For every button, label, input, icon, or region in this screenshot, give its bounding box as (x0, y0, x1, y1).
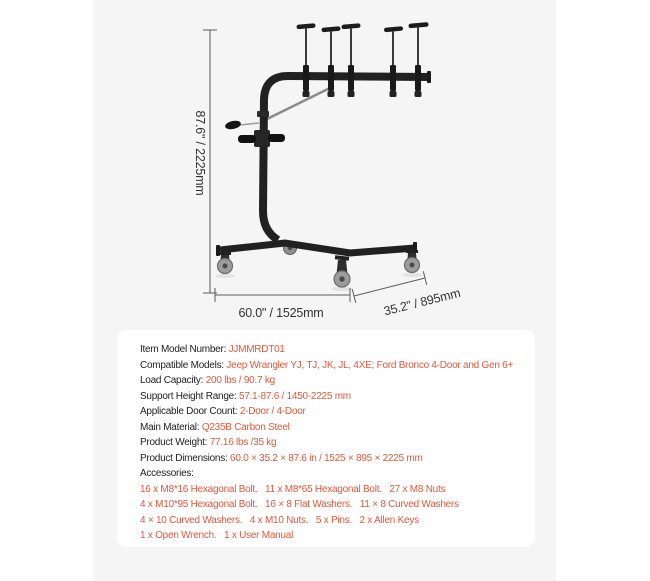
spec-label: Product Dimensions: (140, 452, 231, 464)
t-handle-clamp (341, 23, 360, 97)
accessory-line: 1 x Open Wrench. 1 x User Manual (140, 530, 294, 541)
spec-value: 2-Door / 4-Door (239, 406, 306, 417)
spec-row-support-height (140, 389, 535, 405)
arm-end-cap (427, 71, 431, 83)
caster-wheel-center (331, 255, 353, 291)
spec-row-material (140, 420, 535, 436)
spec-label: Compatible Models: (140, 359, 227, 371)
dim-height-label: 87.6" / 2225mm (193, 110, 207, 196)
spec-label: Accessories: (140, 468, 194, 479)
spec-row-weight (140, 435, 535, 451)
spec-value: 200 lbs / 90.7 kg (205, 375, 275, 386)
t-handle-clamp (296, 23, 315, 97)
accessory-line: 4 x M10*95 Hexagonal Bolt. 16 × 8 Flat Washers. 11 × 8 Curved Washers (140, 499, 459, 510)
spec-row-compatible-models (140, 358, 535, 374)
adjust-grips (238, 130, 285, 147)
spec-row-model (140, 342, 535, 358)
caster-wheel-right (402, 250, 422, 277)
t-handle-clamp (384, 26, 403, 97)
spec-card (117, 330, 535, 547)
product-info-panel (93, 0, 556, 581)
crank-handle (224, 119, 259, 130)
door-clamps (296, 22, 428, 97)
spec-value: Q235B Carbon Steel (201, 421, 290, 433)
base-beam (220, 243, 415, 253)
spec-row-dimensions (140, 451, 535, 467)
post-collar (257, 111, 269, 117)
t-handle-clamp (408, 22, 428, 97)
spec-row-door-count (140, 404, 535, 420)
dim-width-label: 60.0" / 1525mm (238, 306, 324, 320)
spec-label: Item Model Number: (140, 344, 229, 355)
spec-value: 60.0 × 35.2 × 87.6 in / 1525 × 895 × 2225 mm (230, 452, 423, 464)
accessory-line: 4 × 10 Curved Washers. 4 x M10 Nuts. 5 x Pins. 2 x Allen Keys (140, 514, 419, 526)
spec-row-load-capacity (140, 373, 535, 389)
accessory-line: 16 x M8*16 Hexagonal Bolt. 11 x M8*65 Hexagonal Bolt. 27 x M8 Nuts (140, 483, 446, 495)
spec-label: Load Capacity: (140, 375, 206, 386)
spec-label: Main Material: (140, 421, 202, 433)
spec-value: JJMMRDT01 (228, 344, 285, 355)
dim-depth-label: 35.2" / 895mm (382, 285, 462, 319)
product-illustration (93, 0, 556, 330)
support-brace (265, 86, 334, 120)
spec-row-accessories-heading (140, 466, 535, 482)
spec-label: Support Height Range: (140, 390, 240, 402)
spec-value: 57.1-87.6 / 1450-2225 mm (239, 390, 351, 402)
spec-label: Applicable Door Count: (140, 406, 240, 417)
stand-frame (216, 71, 431, 256)
post-and-arm-tube (263, 76, 429, 240)
spec-value: Jeep Wrangler YJ, TJ, JK, JL, 4XE; Ford Bronco 4-Door and Gen 6+ (226, 359, 514, 371)
spec-value: 77.16 lbs /35 kg (209, 437, 277, 448)
t-handle-clamp (321, 26, 340, 97)
spec-label: Product Weight: (140, 437, 210, 448)
